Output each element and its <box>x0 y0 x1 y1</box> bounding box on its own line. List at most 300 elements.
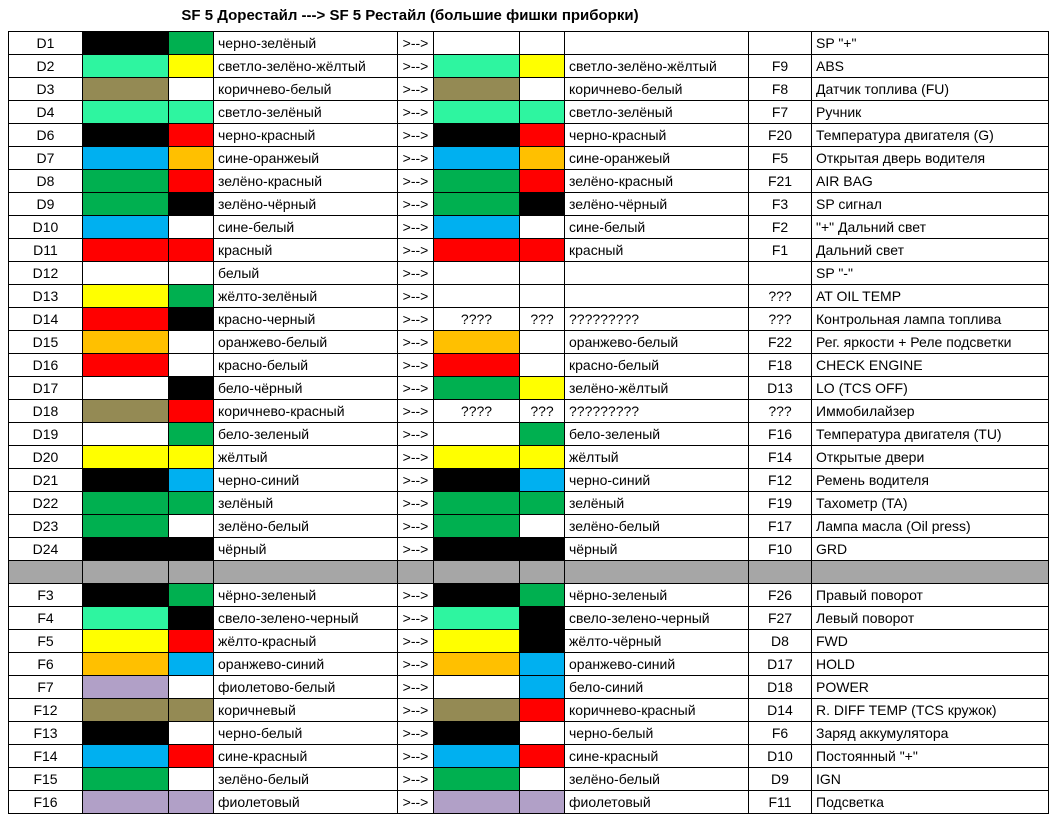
table-row <box>9 216 1049 239</box>
new-pin-cell: D18 <box>749 676 812 699</box>
function-cell: Температура двигателя (TU) <box>812 423 1049 446</box>
arrow-cell: >--> <box>398 791 434 814</box>
old-wire-color-name: чёрный <box>214 538 398 561</box>
separator-cell <box>83 561 169 584</box>
function-cell: Постоянный "+" <box>812 745 1049 768</box>
table-row <box>9 584 1049 607</box>
separator-row <box>9 561 1049 584</box>
old-pin-cell: F5 <box>9 630 83 653</box>
new-pin-cell: F8 <box>749 78 812 101</box>
new-color-swatch-1 <box>434 124 520 147</box>
old-pin-cell: D9 <box>9 193 83 216</box>
table-row <box>9 745 1049 768</box>
old-color-swatch-1 <box>83 285 169 308</box>
new-color-swatch-2 <box>520 101 565 124</box>
new-color-swatch-2: ??? <box>520 308 565 331</box>
new-wire-color-name: оранжево-белый <box>565 331 749 354</box>
new-pin-cell: F11 <box>749 791 812 814</box>
new-color-swatch-2 <box>520 492 565 515</box>
new-pin-cell: F6 <box>749 722 812 745</box>
old-color-swatch-2 <box>169 193 214 216</box>
old-pin-cell: D7 <box>9 147 83 170</box>
new-color-swatch-1 <box>434 239 520 262</box>
old-wire-color-name: бело-зеленый <box>214 423 398 446</box>
table-row <box>9 331 1049 354</box>
old-pin-cell: D10 <box>9 216 83 239</box>
arrow-cell: >--> <box>398 78 434 101</box>
old-wire-color-name: сине-белый <box>214 216 398 239</box>
new-wire-color-name: свело-зелено-черный <box>565 607 749 630</box>
separator-cell <box>749 561 812 584</box>
old-wire-color-name: черно-синий <box>214 469 398 492</box>
new-pin-cell: F7 <box>749 101 812 124</box>
new-wire-color-name: ????????? <box>565 308 749 331</box>
function-cell: Левый поворот <box>812 607 1049 630</box>
new-color-swatch-1 <box>434 147 520 170</box>
function-cell: SP "+" <box>812 32 1049 55</box>
new-color-swatch-1 <box>434 492 520 515</box>
old-color-swatch-2 <box>169 515 214 538</box>
old-color-swatch-1 <box>83 584 169 607</box>
new-pin-cell: F2 <box>749 216 812 239</box>
old-pin-cell: D18 <box>9 400 83 423</box>
old-color-swatch-2 <box>169 745 214 768</box>
new-pin-cell: F22 <box>749 331 812 354</box>
new-wire-color-name: черно-красный <box>565 124 749 147</box>
new-pin-cell: F10 <box>749 538 812 561</box>
arrow-cell: >--> <box>398 354 434 377</box>
table-row <box>9 147 1049 170</box>
new-pin-cell: F12 <box>749 469 812 492</box>
separator-cell <box>9 561 83 584</box>
table-row <box>9 653 1049 676</box>
table-row <box>9 676 1049 699</box>
arrow-cell: >--> <box>398 308 434 331</box>
old-color-swatch-1 <box>83 331 169 354</box>
new-pin-cell <box>749 262 812 285</box>
old-color-swatch-2 <box>169 78 214 101</box>
old-pin-cell: D8 <box>9 170 83 193</box>
new-pin-cell: F5 <box>749 147 812 170</box>
arrow-cell: >--> <box>398 584 434 607</box>
function-cell: Открытая дверь водителя <box>812 147 1049 170</box>
new-color-swatch-2 <box>520 124 565 147</box>
new-pin-cell: F1 <box>749 239 812 262</box>
new-color-swatch-2 <box>520 170 565 193</box>
old-wire-color-name: бело-чёрный <box>214 377 398 400</box>
old-wire-color-name: жёлтый <box>214 446 398 469</box>
new-wire-color-name <box>565 32 749 55</box>
arrow-cell: >--> <box>398 101 434 124</box>
old-pin-cell: D13 <box>9 285 83 308</box>
old-color-swatch-1 <box>83 469 169 492</box>
old-pin-cell: D6 <box>9 124 83 147</box>
function-cell: Датчик топлива (FU) <box>812 78 1049 101</box>
arrow-cell: >--> <box>398 699 434 722</box>
old-color-swatch-2 <box>169 285 214 308</box>
function-cell: CHECK ENGINE <box>812 354 1049 377</box>
new-wire-color-name: зелёно-чёрный <box>565 193 749 216</box>
new-color-swatch-1 <box>434 193 520 216</box>
old-color-swatch-1 <box>83 492 169 515</box>
new-color-swatch-2 <box>520 653 565 676</box>
old-color-swatch-2 <box>169 170 214 193</box>
new-pin-cell: F16 <box>749 423 812 446</box>
old-wire-color-name: зелёный <box>214 492 398 515</box>
new-wire-color-name: бело-синий <box>565 676 749 699</box>
new-wire-color-name: зелёно-жёлтый <box>565 377 749 400</box>
new-color-swatch-2 <box>520 285 565 308</box>
arrow-cell: >--> <box>398 492 434 515</box>
old-wire-color-name: коричнево-белый <box>214 78 398 101</box>
old-wire-color-name: сине-оранжеый <box>214 147 398 170</box>
old-color-swatch-1 <box>83 538 169 561</box>
new-wire-color-name: сине-красный <box>565 745 749 768</box>
old-color-swatch-1 <box>83 308 169 331</box>
old-pin-cell: F4 <box>9 607 83 630</box>
new-color-swatch-1 <box>434 285 520 308</box>
old-wire-color-name: жёлто-зелёный <box>214 285 398 308</box>
new-wire-color-name: жёлтый <box>565 446 749 469</box>
old-color-swatch-1 <box>83 676 169 699</box>
old-pin-cell: D22 <box>9 492 83 515</box>
function-cell: Подсветка <box>812 791 1049 814</box>
new-wire-color-name: светло-зелёно-жёлтый <box>565 55 749 78</box>
new-color-swatch-2 <box>520 515 565 538</box>
new-wire-color-name: чёрно-зеленый <box>565 584 749 607</box>
new-color-swatch-1 <box>434 584 520 607</box>
old-color-swatch-2 <box>169 262 214 285</box>
new-color-swatch-1 <box>434 722 520 745</box>
new-wire-color-name: бело-зеленый <box>565 423 749 446</box>
table-row <box>9 262 1049 285</box>
old-color-swatch-2 <box>169 377 214 400</box>
old-color-swatch-2 <box>169 630 214 653</box>
function-cell: AT OIL TEMP <box>812 285 1049 308</box>
function-cell: Температура двигателя (G) <box>812 124 1049 147</box>
arrow-cell: >--> <box>398 676 434 699</box>
old-wire-color-name: зелёно-белый <box>214 515 398 538</box>
table-row <box>9 55 1049 78</box>
new-pin-cell: F3 <box>749 193 812 216</box>
arrow-cell: >--> <box>398 239 434 262</box>
old-color-swatch-2 <box>169 446 214 469</box>
old-pin-cell: D3 <box>9 78 83 101</box>
old-pin-cell: F6 <box>9 653 83 676</box>
new-wire-color-name: фиолетовый <box>565 791 749 814</box>
table-row <box>9 193 1049 216</box>
old-pin-cell: F12 <box>9 699 83 722</box>
new-wire-color-name: зелёно-красный <box>565 170 749 193</box>
function-cell: Контрольная лампа топлива <box>812 308 1049 331</box>
old-pin-cell: F13 <box>9 722 83 745</box>
new-pin-cell: F9 <box>749 55 812 78</box>
table-row <box>9 469 1049 492</box>
table-row <box>9 32 1049 55</box>
old-color-swatch-2 <box>169 492 214 515</box>
arrow-cell: >--> <box>398 216 434 239</box>
old-color-swatch-1 <box>83 653 169 676</box>
table-row <box>9 630 1049 653</box>
new-wire-color-name: жёлто-чёрный <box>565 630 749 653</box>
old-color-swatch-1 <box>83 791 169 814</box>
separator-cell <box>565 561 749 584</box>
function-cell: FWD <box>812 630 1049 653</box>
new-color-swatch-1 <box>434 101 520 124</box>
new-pin-cell: F18 <box>749 354 812 377</box>
old-color-swatch-1 <box>83 78 169 101</box>
new-color-swatch-2 <box>520 216 565 239</box>
new-color-swatch-2: ??? <box>520 400 565 423</box>
old-color-swatch-2 <box>169 768 214 791</box>
table-row <box>9 78 1049 101</box>
old-color-swatch-1 <box>83 239 169 262</box>
old-color-swatch-1 <box>83 423 169 446</box>
old-wire-color-name: коричнево-красный <box>214 400 398 423</box>
new-pin-cell: D14 <box>749 699 812 722</box>
old-wire-color-name: зелёно-чёрный <box>214 193 398 216</box>
new-color-swatch-2 <box>520 55 565 78</box>
arrow-cell: >--> <box>398 538 434 561</box>
new-wire-color-name: зелёно-белый <box>565 768 749 791</box>
new-color-swatch-2 <box>520 791 565 814</box>
old-color-swatch-2 <box>169 216 214 239</box>
old-pin-cell: D11 <box>9 239 83 262</box>
new-wire-color-name: коричнево-красный <box>565 699 749 722</box>
separator-cell <box>398 561 434 584</box>
function-cell: Правый поворот <box>812 584 1049 607</box>
function-cell: Заряд аккумулятора <box>812 722 1049 745</box>
new-color-swatch-2 <box>520 745 565 768</box>
old-color-swatch-2 <box>169 101 214 124</box>
old-wire-color-name: жёлто-красный <box>214 630 398 653</box>
old-color-swatch-1 <box>83 101 169 124</box>
old-color-swatch-1 <box>83 377 169 400</box>
old-color-swatch-2 <box>169 55 214 78</box>
new-color-swatch-2 <box>520 423 565 446</box>
new-color-swatch-2 <box>520 676 565 699</box>
function-cell: Ремень водителя <box>812 469 1049 492</box>
function-cell: IGN <box>812 768 1049 791</box>
new-wire-color-name: черно-синий <box>565 469 749 492</box>
old-color-swatch-1 <box>83 147 169 170</box>
new-wire-color-name: красный <box>565 239 749 262</box>
new-color-swatch-2 <box>520 469 565 492</box>
old-wire-color-name: чёрно-зеленый <box>214 584 398 607</box>
old-wire-color-name: черно-белый <box>214 722 398 745</box>
new-color-swatch-1 <box>434 446 520 469</box>
table-row <box>9 377 1049 400</box>
old-wire-color-name: белый <box>214 262 398 285</box>
new-wire-color-name: коричнево-белый <box>565 78 749 101</box>
function-cell: HOLD <box>812 653 1049 676</box>
new-wire-color-name: зелёно-белый <box>565 515 749 538</box>
arrow-cell: >--> <box>398 722 434 745</box>
old-color-swatch-2 <box>169 308 214 331</box>
arrow-cell: >--> <box>398 124 434 147</box>
old-wire-color-name: свело-зелено-черный <box>214 607 398 630</box>
table-row <box>9 722 1049 745</box>
new-color-swatch-1 <box>434 32 520 55</box>
new-color-swatch-1 <box>434 653 520 676</box>
table-row <box>9 354 1049 377</box>
old-pin-cell: D23 <box>9 515 83 538</box>
arrow-cell: >--> <box>398 55 434 78</box>
old-color-swatch-1 <box>83 630 169 653</box>
old-wire-color-name: сине-красный <box>214 745 398 768</box>
new-wire-color-name: черно-белый <box>565 722 749 745</box>
new-color-swatch-1 <box>434 55 520 78</box>
new-color-swatch-1 <box>434 262 520 285</box>
function-cell: Иммобилайзер <box>812 400 1049 423</box>
old-wire-color-name: фиолетовый <box>214 791 398 814</box>
new-color-swatch-1: ???? <box>434 400 520 423</box>
arrow-cell: >--> <box>398 469 434 492</box>
new-wire-color-name: светло-зелёный <box>565 101 749 124</box>
new-color-swatch-2 <box>520 32 565 55</box>
new-color-swatch-1 <box>434 630 520 653</box>
arrow-cell: >--> <box>398 768 434 791</box>
old-color-swatch-1 <box>83 699 169 722</box>
table-row <box>9 699 1049 722</box>
pinout-table <box>8 31 1049 814</box>
new-color-swatch-2 <box>520 538 565 561</box>
new-color-swatch-1 <box>434 515 520 538</box>
new-color-swatch-1 <box>434 791 520 814</box>
new-color-swatch-1: ???? <box>434 308 520 331</box>
old-color-swatch-1 <box>83 745 169 768</box>
old-color-swatch-2 <box>169 699 214 722</box>
arrow-cell: >--> <box>398 630 434 653</box>
function-cell: SP сигнал <box>812 193 1049 216</box>
function-cell: POWER <box>812 676 1049 699</box>
old-color-swatch-2 <box>169 722 214 745</box>
old-pin-cell: D15 <box>9 331 83 354</box>
sheet-title: SF 5 Дорестайл ---> SF 5 Рестайл (большие фишки приборки) <box>181 7 639 24</box>
new-pin-cell: ??? <box>749 285 812 308</box>
new-pin-cell: ??? <box>749 400 812 423</box>
table-row <box>9 538 1049 561</box>
old-pin-cell: D12 <box>9 262 83 285</box>
separator-cell <box>214 561 398 584</box>
new-color-swatch-1 <box>434 377 520 400</box>
old-pin-cell: D19 <box>9 423 83 446</box>
function-cell: SP "-" <box>812 262 1049 285</box>
old-wire-color-name: светло-зелёно-жёлтый <box>214 55 398 78</box>
new-pin-cell: F26 <box>749 584 812 607</box>
new-wire-color-name: красно-белый <box>565 354 749 377</box>
new-color-swatch-2 <box>520 78 565 101</box>
old-wire-color-name: фиолетово-белый <box>214 676 398 699</box>
old-color-swatch-2 <box>169 791 214 814</box>
arrow-cell: >--> <box>398 147 434 170</box>
new-color-swatch-1 <box>434 423 520 446</box>
new-pin-cell: F17 <box>749 515 812 538</box>
separator-cell <box>434 561 520 584</box>
old-wire-color-name: светло-зелёный <box>214 101 398 124</box>
table-row <box>9 124 1049 147</box>
arrow-cell: >--> <box>398 377 434 400</box>
old-color-swatch-2 <box>169 469 214 492</box>
arrow-cell: >--> <box>398 400 434 423</box>
new-pin-cell: F19 <box>749 492 812 515</box>
old-wire-color-name: оранжево-белый <box>214 331 398 354</box>
new-wire-color-name: ????????? <box>565 400 749 423</box>
old-pin-cell: D16 <box>9 354 83 377</box>
old-pin-cell: D1 <box>9 32 83 55</box>
new-color-swatch-2 <box>520 262 565 285</box>
old-pin-cell: D2 <box>9 55 83 78</box>
new-color-swatch-2 <box>520 147 565 170</box>
old-color-swatch-2 <box>169 32 214 55</box>
table-row <box>9 423 1049 446</box>
table-row <box>9 170 1049 193</box>
old-color-swatch-1 <box>83 768 169 791</box>
new-color-swatch-1 <box>434 745 520 768</box>
new-color-swatch-1 <box>434 538 520 561</box>
function-cell: ABS <box>812 55 1049 78</box>
new-pin-cell <box>749 32 812 55</box>
arrow-cell: >--> <box>398 32 434 55</box>
old-color-swatch-2 <box>169 584 214 607</box>
new-pin-cell: F14 <box>749 446 812 469</box>
arrow-cell: >--> <box>398 170 434 193</box>
old-color-swatch-2 <box>169 354 214 377</box>
arrow-cell: >--> <box>398 745 434 768</box>
old-color-swatch-1 <box>83 400 169 423</box>
old-pin-cell: F16 <box>9 791 83 814</box>
new-color-swatch-1 <box>434 676 520 699</box>
new-color-swatch-1 <box>434 768 520 791</box>
old-color-swatch-1 <box>83 193 169 216</box>
new-color-swatch-1 <box>434 607 520 630</box>
function-cell: Тахометр (TA) <box>812 492 1049 515</box>
table-row <box>9 607 1049 630</box>
new-color-swatch-2 <box>520 584 565 607</box>
new-pin-cell: D10 <box>749 745 812 768</box>
arrow-cell: >--> <box>398 607 434 630</box>
old-color-swatch-2 <box>169 653 214 676</box>
old-color-swatch-1 <box>83 124 169 147</box>
new-color-swatch-2 <box>520 768 565 791</box>
old-color-swatch-1 <box>83 607 169 630</box>
arrow-cell: >--> <box>398 423 434 446</box>
new-color-swatch-2 <box>520 331 565 354</box>
table-row <box>9 239 1049 262</box>
old-pin-cell: D20 <box>9 446 83 469</box>
new-wire-color-name: зелёный <box>565 492 749 515</box>
new-wire-color-name: сине-оранжеый <box>565 147 749 170</box>
new-color-swatch-1 <box>434 469 520 492</box>
table-row <box>9 446 1049 469</box>
new-pin-cell: ??? <box>749 308 812 331</box>
new-color-swatch-2 <box>520 377 565 400</box>
function-cell: Рег. яркости + Реле подсветки <box>812 331 1049 354</box>
old-color-swatch-1 <box>83 170 169 193</box>
arrow-cell: >--> <box>398 653 434 676</box>
new-pin-cell: F21 <box>749 170 812 193</box>
old-pin-cell: F15 <box>9 768 83 791</box>
new-color-swatch-2 <box>520 446 565 469</box>
old-color-swatch-2 <box>169 147 214 170</box>
new-pin-cell: D13 <box>749 377 812 400</box>
new-pin-cell: D17 <box>749 653 812 676</box>
new-wire-color-name: сине-белый <box>565 216 749 239</box>
new-color-swatch-2 <box>520 607 565 630</box>
old-color-swatch-1 <box>83 55 169 78</box>
old-color-swatch-1 <box>83 722 169 745</box>
function-cell: AIR BAG <box>812 170 1049 193</box>
